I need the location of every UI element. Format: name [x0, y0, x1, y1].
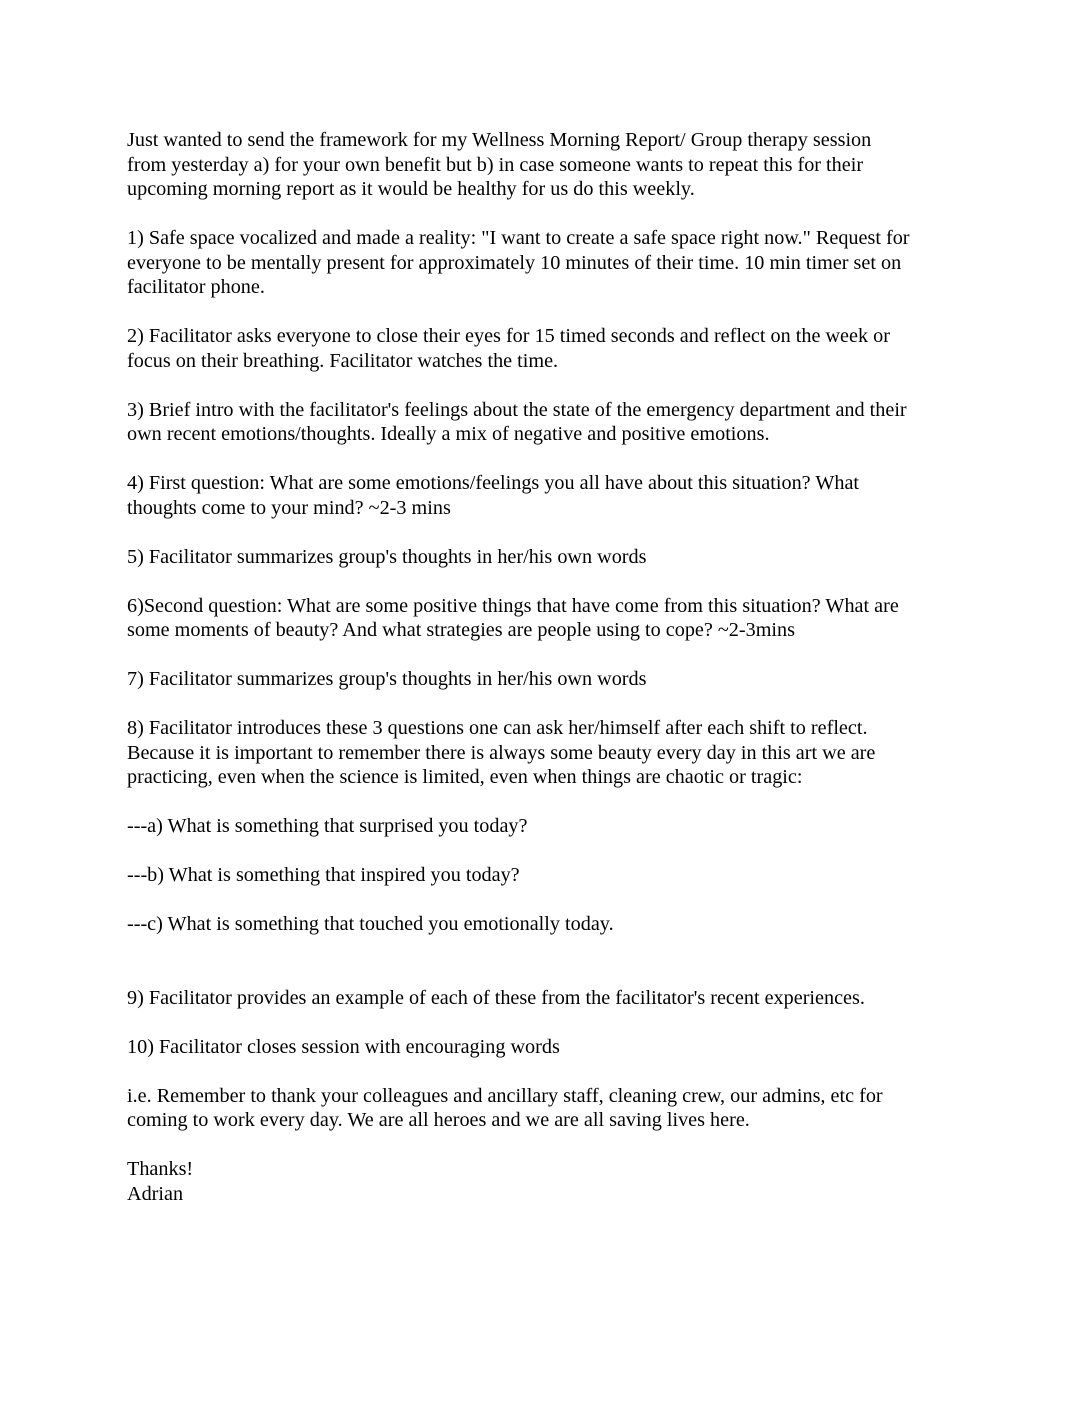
signoff: Thanks!	[127, 1158, 194, 1180]
closing-note: i.e. Remember to thank your colleagues and ancillary staff, cleaning crew, our admins, etc for coming to work every day. We are all heroes and we are all saving lives here.	[127, 1084, 883, 1131]
step-2: 2) Facilitator asks everyone to close their eyes for 15 timed seconds and reflect on the week or focus on their breathing. Facilitator watches the time.	[127, 325, 890, 372]
step-6: 6)Second question: What are some positive things that have come from this situation? What are some moments of beauty? And what strategies are people using to cope? ~2-3mins	[127, 594, 899, 641]
reflection-question-a: ---a) What is something that surprised you today?	[127, 815, 528, 837]
step-3: 3) Brief intro with the facilitator's feelings about the state of the emergency department and their own recent emotions/thoughts. Ideally a mix of negative and positive emotions.	[127, 398, 907, 445]
intro-paragraph: Just wanted to send the framework for my Wellness Morning Report/ Group therapy session from yesterday a) for your own benefit but b) in case someone wants to repeat this for their upcoming morning report as it would be healthy for us do this weekly.	[127, 129, 872, 200]
step-9: 9) Facilitator provides an example of each of these from the facilitator's recent experiences.	[127, 986, 865, 1009]
step-5: 5) Facilitator summarizes group's thoughts in her/his own words	[127, 545, 647, 568]
signature: Adrian	[127, 1182, 184, 1205]
document-body	[127, 128, 967, 1206]
reflection-question-c: ---c) What is something that touched you emotionally today.	[127, 913, 614, 935]
step-7: 7) Facilitator summarizes group's thoughts in her/his own words	[127, 668, 647, 690]
step-8: 8) Facilitator introduces these 3 questions one can ask her/himself after each shift to reflect. Because it is important to remember there is always some beauty every day in this art we are practicing, even when the science is limited, even when things are chaotic or tragic:	[127, 717, 876, 788]
step-1: 1) Safe space vocalized and made a reality: "I want to create a safe space right now." Request for everyone to be mentally present for approximately 10 minutes of their time. 10 min timer set on facilitator phone.	[127, 227, 910, 298]
reflection-question-b: ---b) What is something that inspired you today?	[127, 864, 520, 886]
step-4: 4) First question: What are some emotions/feelings you all have about this situation? What thoughts come to your mind? ~2-3 mins	[127, 472, 860, 519]
step-10: 10) Facilitator closes session with encouraging words	[127, 1035, 560, 1058]
